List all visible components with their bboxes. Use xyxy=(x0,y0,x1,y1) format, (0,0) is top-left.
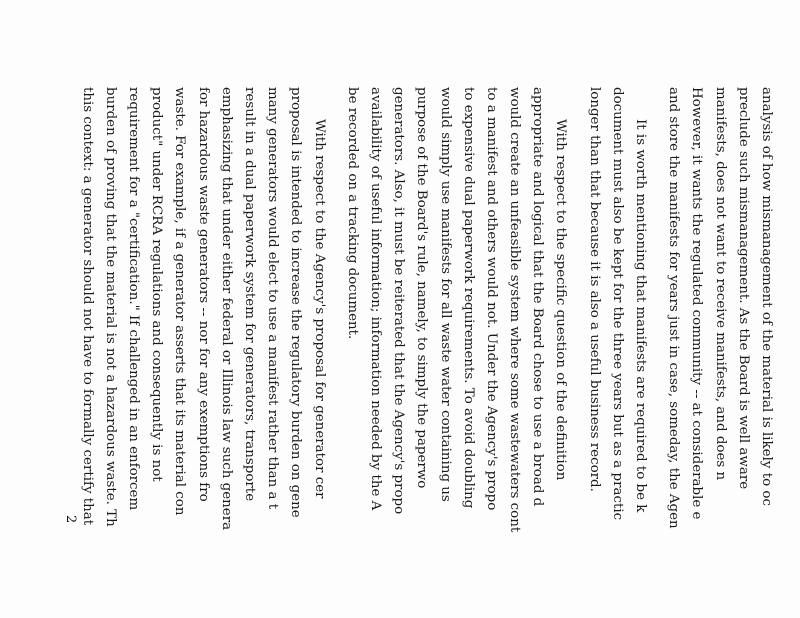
text-line: this context: a generator should not have to formally certify that xyxy=(79,87,95,526)
document-body xyxy=(76,87,778,618)
text-line: proposal is intended to increase the regulatory burden on gene xyxy=(288,87,304,518)
text-line: requirement for a "certification." If challenged in an enforcem xyxy=(126,87,142,511)
text-line: longer than that because it is also a useful business record. xyxy=(586,87,602,492)
text-line: to expensive dual paperwork requirements. To avoid doubling xyxy=(460,87,476,509)
paragraph-1 xyxy=(662,87,778,618)
text-line: to a manifest and others would not. Under the Agency's propo xyxy=(483,87,499,511)
text-line: With respect to the specific question of the definition xyxy=(553,119,569,481)
text-line: analysis of how mismanagement of the material is likely to oc xyxy=(759,87,774,506)
text-line: result in a dual paperwork system for generators, transporte xyxy=(242,87,258,502)
text-line: emphasizing that under either federal or Illinois law such genera xyxy=(218,87,234,531)
text-line: burden of proving that the material is not a hazardous waste. Th xyxy=(102,87,118,527)
text-line: generators. Also, it must be reiterated that the Agency's propo xyxy=(391,87,407,515)
paragraph-2 xyxy=(583,87,653,618)
text-line: appropriate and logical that the Board chose to use a broad d xyxy=(530,87,546,507)
text-line: However, it wants the regulated community -- at considerable e xyxy=(689,87,705,520)
text-line: product" under RCRA regulations and consequently is not xyxy=(149,87,165,482)
page-number: 2 xyxy=(63,515,78,524)
text-line: preclude such mismanagement. As the Board is well aware xyxy=(735,87,751,490)
text-line: would simply use manifests for all waste water containing us xyxy=(437,87,453,502)
text-line: for hazardous waste generators -- nor for any exemptions fro xyxy=(195,87,211,502)
text-line: purpose of the Board's rule, namely, to simply the paperwo xyxy=(414,87,430,489)
text-line: and store the manifests for years just in case, someday, the Agen xyxy=(666,87,682,529)
text-line: many generators would elect to use a manifest rather than a t xyxy=(265,87,281,510)
text-line: be recorded on a tracking document. xyxy=(344,87,360,340)
paragraph-3 xyxy=(341,87,573,618)
text-line: manifests, does not want to receive manifests, and does n xyxy=(712,87,728,481)
paragraph-4 xyxy=(76,87,331,618)
text-line: availability of useful information; information needed by the A xyxy=(368,87,383,511)
text-line: It is worth mentioning that manifests are required to be k xyxy=(633,119,649,513)
text-line: document must also be kept for the three years but as a practic xyxy=(609,87,625,521)
text-line: waste. For example, if a generator asserts that its material con xyxy=(172,87,188,516)
text-line: With respect to the Agency's proposal for generator cer xyxy=(311,119,327,499)
text-line: would create an unfeasible system where some wastewaters cont xyxy=(507,87,523,533)
